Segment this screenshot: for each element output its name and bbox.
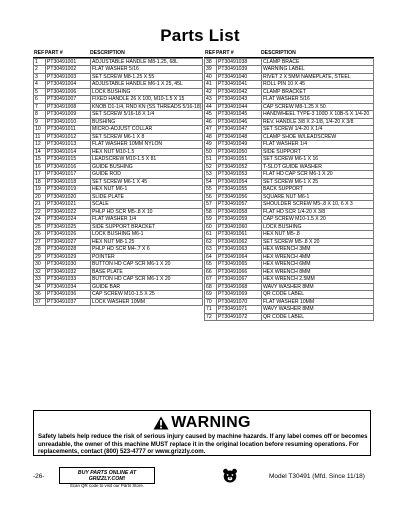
grizzly-bear-icon [222,468,238,483]
table-row [205,134,373,142]
ref-cell: 59 [206,216,212,222]
description-cell: LEADSCREW M10-1.5 X 81 [90,156,202,163]
description-cell: FLAT HD SCR 1/4-20 X 3/8 [261,209,373,216]
ref-cell: 19 [35,186,41,192]
ref-cell: 45 [206,111,212,117]
ref-cell: 57 [206,201,212,207]
table-row [205,164,373,172]
ref-cell: 4 [35,81,38,87]
table-row [34,66,202,74]
description-cell: BUTTON HD CAP SCR M6-1 X 20 [90,276,202,283]
ref-cell: 32 [35,268,41,275]
table-row [205,261,373,269]
part-number-cell: PT30491009 [45,111,90,118]
ref-cell: 71 [206,306,212,312]
table-row [34,231,202,239]
description-cell: SET SCREW M5-.8 X 20 [261,239,373,246]
description-cell: KNOB D1-1/4, RND KN (SS THREADS 5/16-18) [92,103,202,110]
part-number-cell: PT30491043 [216,96,261,103]
description-cell: HEX NUT M6-1 [90,186,202,193]
description-cell: SET SCREW M6-1 X 25 [261,179,373,186]
ref-cell: 27 [35,238,41,245]
table-header [33,50,203,58]
part-number-cell: PT30491063 [216,246,261,253]
ref-cell: 60 [206,223,212,230]
ref-cell: 72 [206,313,212,320]
part-number-cell: PT30491022 [45,209,90,216]
description-cell: FLAT WASHER 1/4 [90,216,202,223]
table-row [34,74,202,82]
part-number-cell: PT30491052 [216,164,261,171]
part-number-cell: PT30491001 [45,59,90,66]
table-row [205,149,373,157]
part-number-cell: PT30491027 [45,239,90,246]
ref-cell: 28 [35,246,41,252]
ref-cell: 61 [206,231,212,237]
description-cell: HEX NUT M5-.8 [261,231,373,238]
buy-parts-subline: Scan QR code to visit our Parts Store. [69,483,145,488]
description-cell: SET SCREW 1/4-20 X 1/4 [261,126,373,133]
page-title: Parts List [160,26,240,45]
description-cell: CLAMP BRACKET [261,89,373,96]
ref-cell: 1 [35,58,38,65]
table-row [34,104,202,112]
table-row [34,171,202,179]
warning-text: Safety labels help reduce the risk of serious injury caused by machine hazards. If any label comes off or becomes unreadable, the owner of this machine MUST replace it in the original location before resuming operations. For replacements, contact (800) 523-4777 or www.grizzly.com. [38,433,368,456]
description-cell: FLAT WASHER 10MM [261,299,373,306]
ref-cell: 52 [206,163,212,170]
table-row [205,306,373,314]
ref-cell: 14 [35,148,41,155]
part-number-cell: PT30491024 [45,216,90,223]
part-number-cell: PT30491029 [45,254,90,261]
table-row [34,164,202,172]
part-number-cell: PT30491062 [216,239,261,246]
part-number-cell: PT30491034 [45,284,90,291]
table-row [205,246,373,254]
part-number-cell: PT30491006 [45,89,90,96]
ref-cell: 43 [206,96,212,102]
ref-cell: 33 [35,276,41,282]
ref-cell: 22 [35,208,41,215]
ref-cell: 55 [206,186,212,192]
ref-cell: 64 [206,253,212,260]
table-row [205,89,373,97]
table-row [34,299,202,307]
part-number-cell: PT30491040 [216,74,261,81]
table-row [205,104,373,112]
table-row [34,246,202,254]
description-cell: HANDWHEEL TYPE-3 100D X 10B-S X 1/4-20 [261,111,373,118]
description-cell: GUIDE ROD [90,171,202,178]
ref-cell: 68 [206,283,212,290]
ref-cell: 49 [206,141,212,147]
table-row [205,299,373,307]
ref-cell: 3 [35,73,38,80]
ref-cell: 20 [35,193,41,200]
part-number-cell: PT30491013 [45,141,90,148]
table-row [205,126,373,134]
ref-cell: 39 [206,66,212,72]
part-number-cell: PT30491033 [45,276,90,283]
ref-cell: 67 [206,276,212,282]
buy-parts-headline: BUY PARTS ONLINE AT GRIZZLY.COM! [77,470,137,482]
description-cell: HEX NUT M8-1.25 [90,239,202,246]
ref-cell: 66 [206,268,212,275]
table-row [205,179,373,187]
description-cell: SET SCREW M6-1 X 16 [261,156,373,163]
table-row [34,224,202,232]
description-cell: FLAT WASHER 1/4 [261,141,373,148]
part-number-cell: PT30491050 [216,149,261,156]
description-cell: PHLP HD SCR M4-.7 X 6 [90,246,202,253]
part-number-cell: PT30491066 [216,269,261,276]
part-number-cell: PT30491030 [45,261,90,268]
part-number-cell: PT30491025 [45,224,90,231]
description-cell: FLAT WASHER 5/16 [261,96,373,103]
description-cell: FLAT HD CAP SCR M6-1 X 20 [261,171,373,178]
description-cell: CAP SCREW M10-1.5 X 20 [261,216,373,223]
table-row [205,119,373,127]
table-row [34,59,202,67]
part-number-cell: PT30491017 [45,171,90,178]
part-number-cell: PT30491037 [45,299,90,306]
table-row [34,141,202,149]
part-number-cell: PT30491069 [216,291,261,298]
description-cell: BUSHING [90,119,202,126]
table-row [205,224,373,232]
table-row [205,231,373,239]
part-number-cell: PT30491072 [216,314,261,321]
table-row [205,186,373,194]
warning-word: WARNING [171,414,251,431]
part-number-cell: PT30491045 [216,111,261,118]
description-cell: LOCK BUSHING [90,89,202,96]
part-number-cell: PT30491003 [45,74,90,81]
description-cell: SET SCREW M6-1 X 8 [90,134,202,141]
part-number-cell: PT30491010 [45,119,90,126]
ref-cell: 15 [35,156,41,162]
description-cell: REV. HANDLE 3/8 X 2-1/8, 1/4-20 X 3/8 [261,119,373,126]
part-number-cell: PT30491026 [45,231,90,238]
table-row [34,81,202,89]
description-cell: SET SCREW M6-1 X 45 [90,179,202,186]
table-row [205,111,373,119]
part-number-cell: PT30491071 [216,306,261,313]
ref-cell: 65 [206,261,212,267]
description-cell: HEX NUT M10-1.5 [90,149,202,156]
description-cell: FLAT WASHER 5/16 [90,66,202,73]
description-cell: LOCK WASHER 10MM [90,299,202,306]
header-ref: REF [34,50,45,56]
ref-cell: 51 [206,156,212,162]
description-cell: BASE PLATE [90,269,202,276]
ref-cell: 56 [206,193,212,200]
warning-triangle-icon [153,416,169,430]
ref-cell: 30 [35,261,41,267]
description-cell: T-SLOT GUIDE WASHER [261,164,373,171]
page-number: -26- [33,473,45,480]
table-row [34,239,202,247]
part-number-cell: PT30491042 [216,89,261,96]
ref-cell: 5 [35,88,38,95]
table-row [205,284,373,292]
table-row [34,126,202,134]
header-part: PART # [216,50,234,56]
description-cell: GUIDE BUSHING [90,164,202,171]
table-row [34,209,202,217]
description-cell: HEX WRENCH 3MM [261,246,373,253]
table-body-left [33,58,203,307]
table-row [34,276,202,284]
part-number-cell: PT30491039 [216,66,261,73]
description-cell: MICRO-ADJUST COLLAR [90,126,202,133]
description-cell: WARNING LABEL [261,66,373,73]
table-row [34,179,202,187]
description-cell: WAVY WASHER 8MM [261,306,373,313]
ref-cell: 26 [35,231,41,237]
ref-cell: 47 [206,126,212,132]
description-cell: PHLP HD SCR M5-.8 X 10 [90,209,202,216]
description-cell: WAVY WASHER 8MM [261,284,373,291]
header-description: DESCRIPTION [90,50,125,56]
table-row [34,254,202,262]
part-number-cell: PT30491055 [216,186,261,193]
table-row [34,111,202,119]
ref-cell: 6 [35,96,38,102]
part-number-cell: PT30491016 [45,164,90,171]
description-cell: LOCK BUSHING [261,224,373,231]
part-number-cell: PT30491049 [216,141,261,148]
table-row [205,74,373,82]
table-row [205,66,373,74]
part-number-cell: PT30491020 [45,194,90,201]
ref-cell: 42 [206,88,212,95]
description-cell: SET SCREW 5/16-18 X 1/4 [90,111,202,118]
part-number-cell: PT30491046 [216,119,261,126]
ref-cell: 37 [35,298,41,305]
table-row [34,216,202,224]
table-row [205,239,373,247]
parts-table-right [204,50,374,321]
ref-cell: 38 [206,58,212,65]
table-row [205,291,373,299]
ref-cell: 58 [206,208,212,215]
page-footer [0,467,400,487]
ref-cell: 46 [206,118,212,125]
ref-cell: 12 [35,141,41,147]
description-cell: HEX WRENCH 4MM [261,254,373,261]
part-number-cell: PT30491021 [45,201,90,208]
part-number-cell: PT30491070 [216,299,261,306]
buy-parts-box[interactable] [59,467,155,488]
table-row [34,194,202,202]
ref-cell: 18 [35,178,41,185]
description-cell: QR CODE LABEL [261,314,373,321]
ref-cell: 10 [35,126,41,132]
ref-cell: 41 [206,81,212,87]
table-row [205,194,373,202]
description-cell: RIVET 2 X 5MM NAMEPLATE, STEEL [261,74,373,81]
description-cell: CAP SCREW M10-1.5 X 25 [90,291,202,298]
part-number-cell: PT30491057 [216,201,261,208]
part-number-cell: PT30491028 [45,246,90,253]
description-cell: SHOULDER SCREW M5-.8 X 10, 6 X 3 [261,201,373,208]
table-row [205,254,373,262]
ref-cell: 25 [35,223,41,230]
ref-cell: 63 [206,246,212,252]
table-row [205,276,373,284]
part-number-cell: PT30491064 [216,254,261,261]
warning-header [34,414,370,432]
ref-cell: 36 [35,291,41,297]
part-number-cell: PT30491019 [45,186,90,193]
description-cell: BACK SUPPORT [261,186,373,193]
table-row [34,269,202,277]
ref-cell: 54 [206,178,212,185]
part-number-cell: PT30491048 [216,134,261,141]
header-part: PART # [45,50,63,56]
ref-cell: 17 [35,171,41,177]
part-number-cell: PT30491018 [45,179,90,186]
description-cell: HEX WRENCH 2.5MM [261,276,373,283]
ref-cell: 69 [206,291,212,297]
ref-cell: 7 [35,103,38,110]
part-number-cell: PT30491036 [45,291,90,298]
part-number-cell: PT30491056 [216,194,261,201]
part-number-cell: PT30491014 [45,149,90,156]
part-number-cell: PT30491004 [45,81,90,88]
part-number-cell: PT30491041 [216,81,261,88]
part-number-cell: PT30491032 [45,269,90,276]
table-row [34,89,202,97]
warning-box [33,410,371,456]
part-number-cell: PT30491053 [216,171,261,178]
ref-cell: 16 [35,163,41,170]
ref-cell: 70 [206,298,212,305]
table-row [34,119,202,127]
description-cell: CLAMP BRACE [261,59,373,66]
description-cell: CLAMP SHOE W/LEADSCREW [261,134,373,141]
table-row [34,149,202,157]
description-cell: HEX WRENCH 8MM [261,269,373,276]
ref-cell: 8 [35,111,38,117]
part-number-cell: PT30491038 [216,59,261,66]
ref-cell: 29 [35,253,41,260]
ref-cell: 44 [206,103,212,110]
description-cell: LOCK BUSHING M6-1 [90,231,202,238]
description-cell: ROLL PIN 10 X 45 [261,81,373,88]
ref-cell: 21 [35,201,41,207]
part-number-cell: PT30491060 [216,224,261,231]
table-row [205,171,373,179]
table-header [204,50,374,58]
part-number-cell: PT30491007 [45,96,90,103]
part-number-cell: PT30491008 [45,104,90,111]
table-row [205,314,373,322]
header-ref: REF [205,50,216,56]
table-row [34,291,202,299]
table-row [205,141,373,149]
description-cell: SET SCREW M8-1.25 X 55 [90,74,202,81]
model-label: Model T30491 (Mfd. Since 11/18) [269,473,365,480]
table-row [34,134,202,142]
description-cell: SIDE SUPPORT BRACKET [90,224,202,231]
description-cell: QR CODE LABEL [261,291,373,298]
ref-cell: 34 [35,283,41,290]
table-row [205,216,373,224]
table-row [34,156,202,164]
ref-cell: 48 [206,133,212,140]
table-row [205,201,373,209]
part-number-cell: PT30491002 [45,66,90,73]
table-row [205,209,373,217]
table-row [205,269,373,277]
description-cell: SCALE [90,201,202,208]
description-cell: ADJUSTABLE HANDLE M8-1.25, 68L [90,59,202,66]
description-cell: ADJUSTABLE HANDLE M6-1 X 25, 45L [90,81,202,88]
ref-cell: 53 [206,171,212,177]
parts-table-left [33,50,203,306]
part-number-cell: PT30491011 [45,126,90,133]
description-cell: BUTTON HD CAP SCR M6-1 X 20 [90,261,202,268]
part-number-cell: PT30491044 [216,104,261,111]
table-row [205,59,373,67]
part-number-cell: PT30491015 [45,156,90,163]
table-body-right [204,58,374,322]
table-row [205,96,373,104]
table-row [34,261,202,269]
part-number-cell: PT30491012 [45,134,90,141]
ref-cell: 9 [35,118,38,125]
ref-cell: 50 [206,148,212,155]
part-number-cell: PT30491061 [216,231,261,238]
description-cell: CAP SCREW M8-1.25 X 50 [261,104,373,111]
part-number-cell: PT30491047 [216,126,261,133]
ref-cell: 2 [35,66,38,72]
table-row [34,201,202,209]
description-cell: HEX WRENCH 6MM [261,261,373,268]
part-number-cell: PT30491068 [216,284,261,291]
description-cell: FIXED HANDLE 26 X 100, M10-1.5 X 15 [90,96,202,103]
description-cell: POINTER [90,254,202,261]
ref-cell: 62 [206,238,212,245]
table-row [34,186,202,194]
ref-cell: 24 [35,216,41,222]
table-row [34,96,202,104]
table-row [205,81,373,89]
table-row [34,284,202,292]
description-cell: SIDE SUPPORT [261,149,373,156]
description-cell: GUIDE BAR [90,284,202,291]
table-row [205,156,373,164]
part-number-cell: PT30491054 [216,179,261,186]
description-cell: SLIDE PLATE [90,194,202,201]
part-number-cell: PT30491065 [216,261,261,268]
ref-cell: 40 [206,73,212,80]
part-number-cell: PT30491067 [216,276,261,283]
header-description: DESCRIPTION [261,50,296,56]
part-number-cell: PT30491059 [216,216,261,223]
description-cell: FLAT WASHER 10MM NYLON [90,141,202,148]
part-number-cell: PT30491058 [216,209,261,216]
description-cell: SQUARE NUT M6-1 [261,194,373,201]
ref-cell: 11 [35,133,41,140]
part-number-cell: PT30491051 [216,156,261,163]
